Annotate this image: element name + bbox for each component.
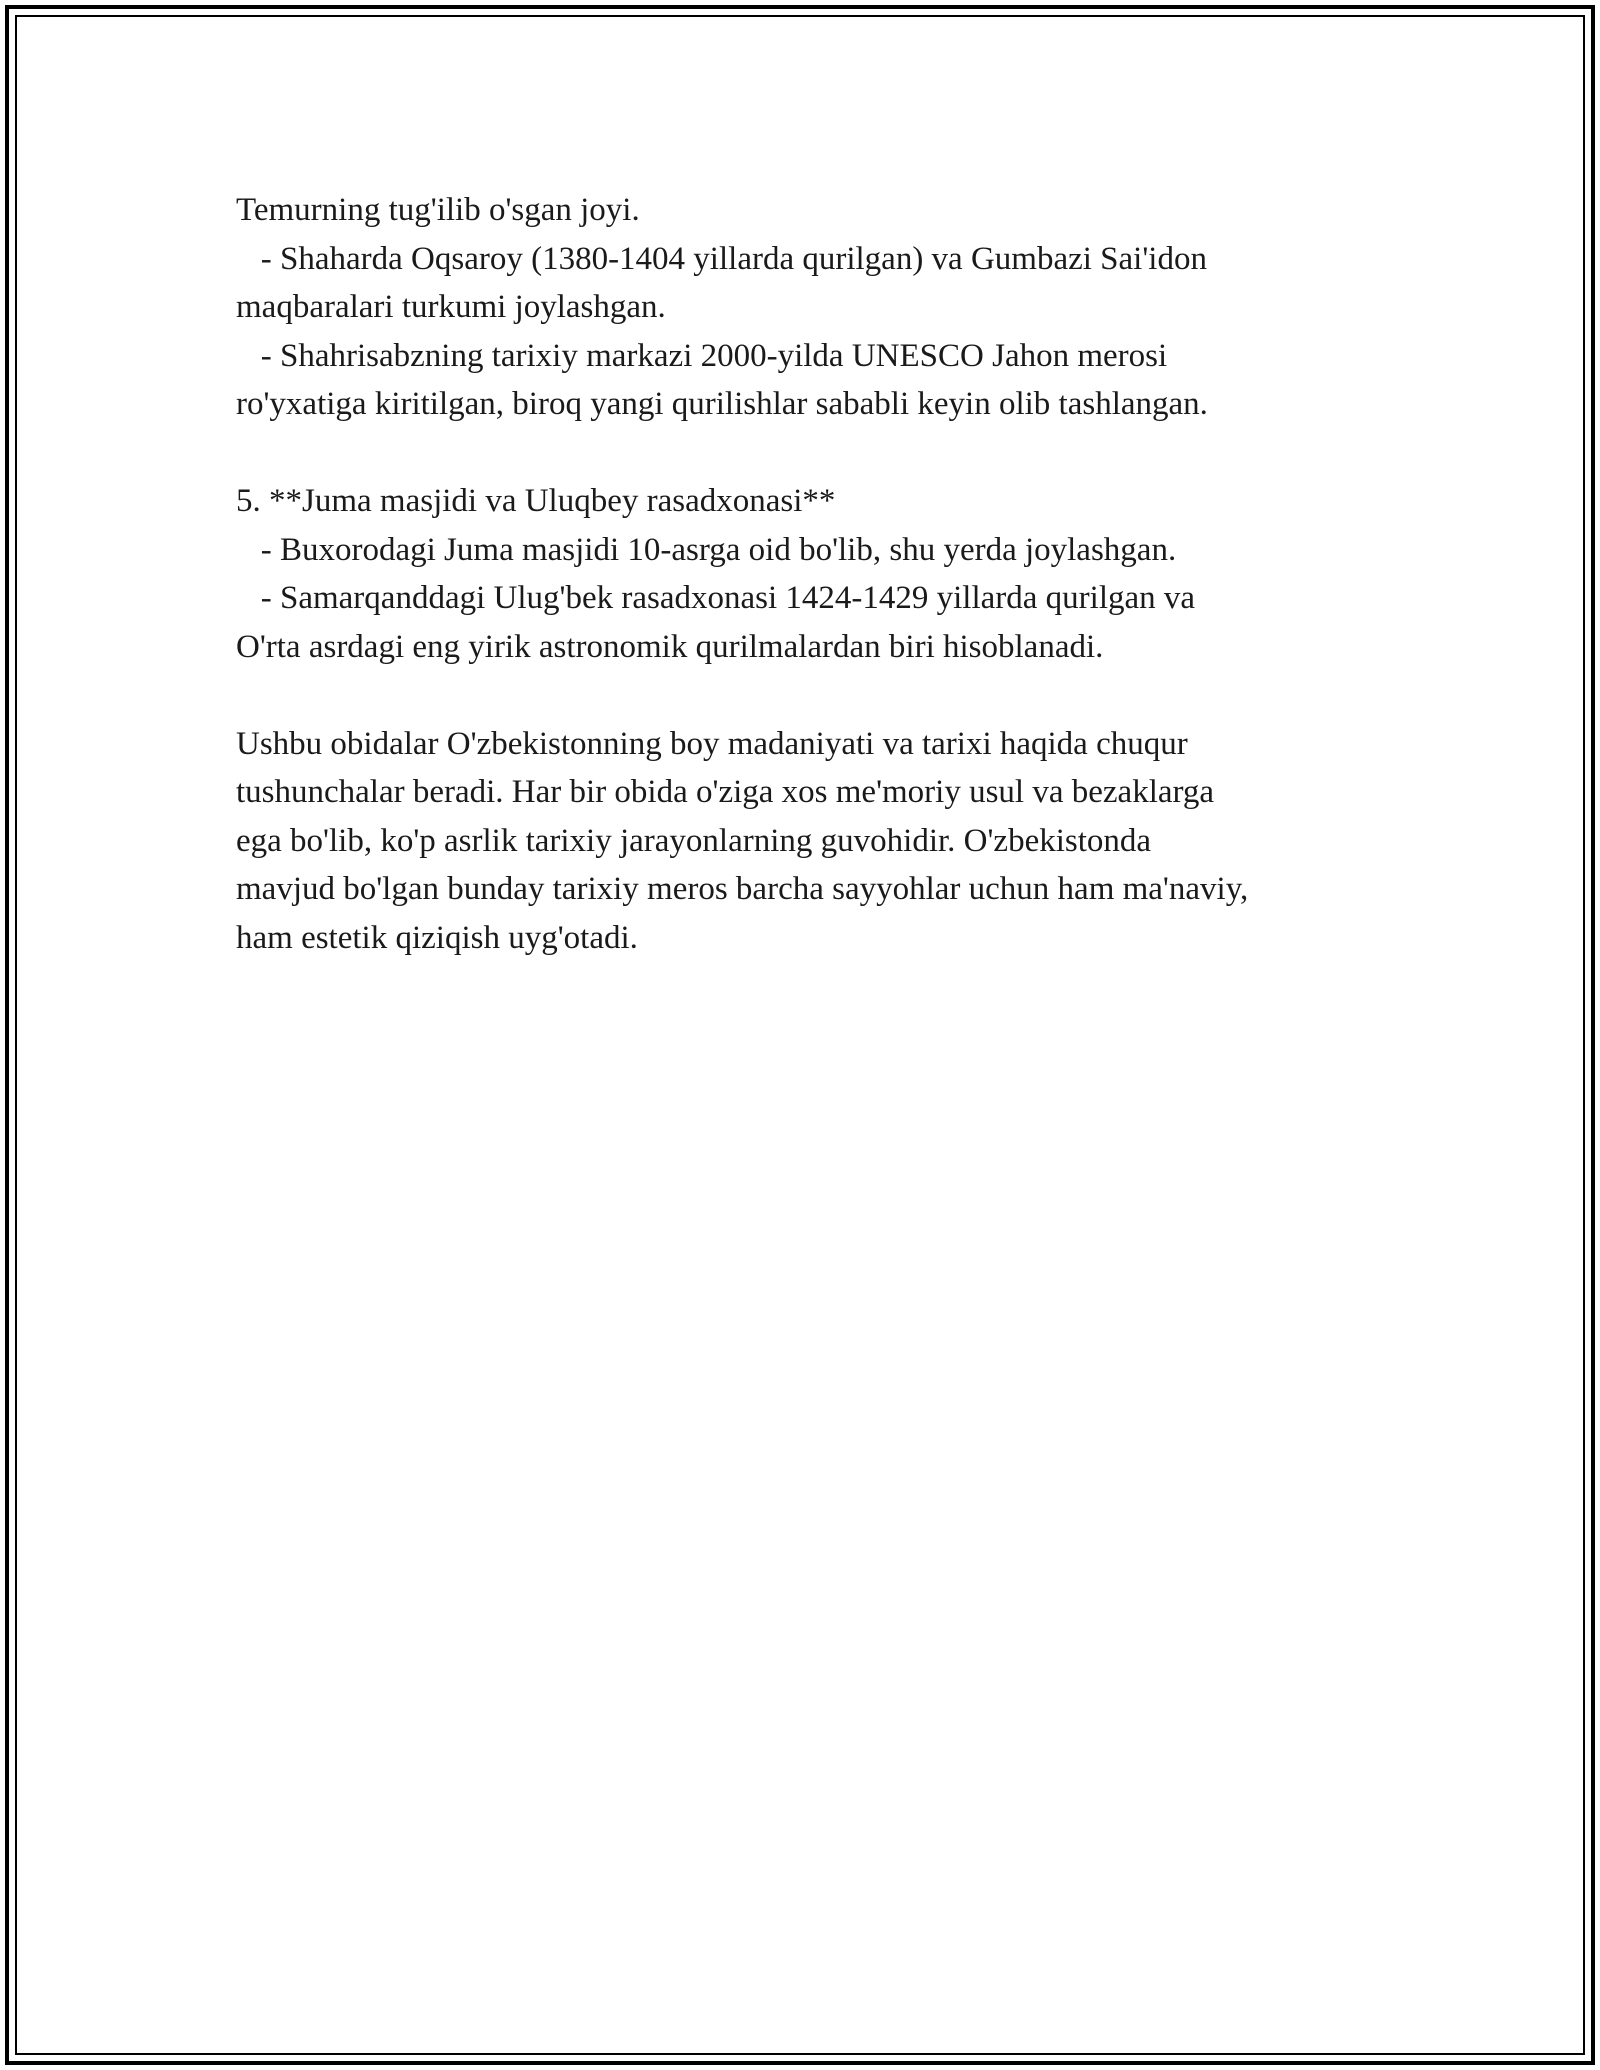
text-line: ham estetik qiziqish uyg'otadi. — [236, 919, 638, 956]
bullet-line: - Shahrisabzning tarixiy markazi 2000-yilda UNESCO Jahon merosi — [236, 337, 1168, 374]
conclusion-paragraph — [236, 720, 1416, 963]
document-body — [236, 186, 1416, 962]
text-line: tushunchalar beradi. Har bir obida o'ziga xos me'moriy usul va bezaklarga — [236, 774, 1215, 810]
text-line: Temurning tug'ilib o'sgan joyi. — [236, 192, 640, 228]
paragraph-gap — [236, 429, 1416, 478]
text-line: mavjud bo'lgan bunday tarixiy meros barcha sayyohlar uchun ham ma'naviy, — [236, 871, 1249, 907]
section-heading: 5. **Juma masjidi va Uluqbey rasadxonasi** — [236, 483, 836, 519]
text-line: Ushbu obidalar O'zbekistonning boy madaniyati va tarixi haqida chuqur — [236, 725, 1188, 762]
bullet-line: - Samarqanddagi Ulug'bek rasadxonasi 1424-1429 yillarda qurilgan va — [236, 580, 1196, 616]
paragraph-gap — [236, 671, 1416, 720]
text-line: O'rta asrdagi eng yirik astronomik qurilmalardan biri hisoblanadi. — [236, 628, 1104, 665]
text-line: ro'yxatiga kiritilgan, biroq yangi qurilishlar sababli keyin olib tashlangan. — [236, 386, 1208, 422]
bullet-line: - Shaharda Oqsaroy (1380-1404 yillarda qurilgan) va Gumbazi Sai'idon — [236, 240, 1207, 277]
section-5 — [236, 477, 1416, 671]
text-line: ega bo'lib, ko'p asrlik tarixiy jarayonlarning guvohidir. O'zbekistonda — [236, 822, 1152, 859]
bullet-line: - Buxorodagi Juma masjidi 10-asrga oid bo'lib, shu yerda joylashgan. — [236, 531, 1177, 568]
intro-section — [236, 186, 1416, 429]
text-line: maqbaralari turkumi joylashgan. — [236, 289, 666, 325]
